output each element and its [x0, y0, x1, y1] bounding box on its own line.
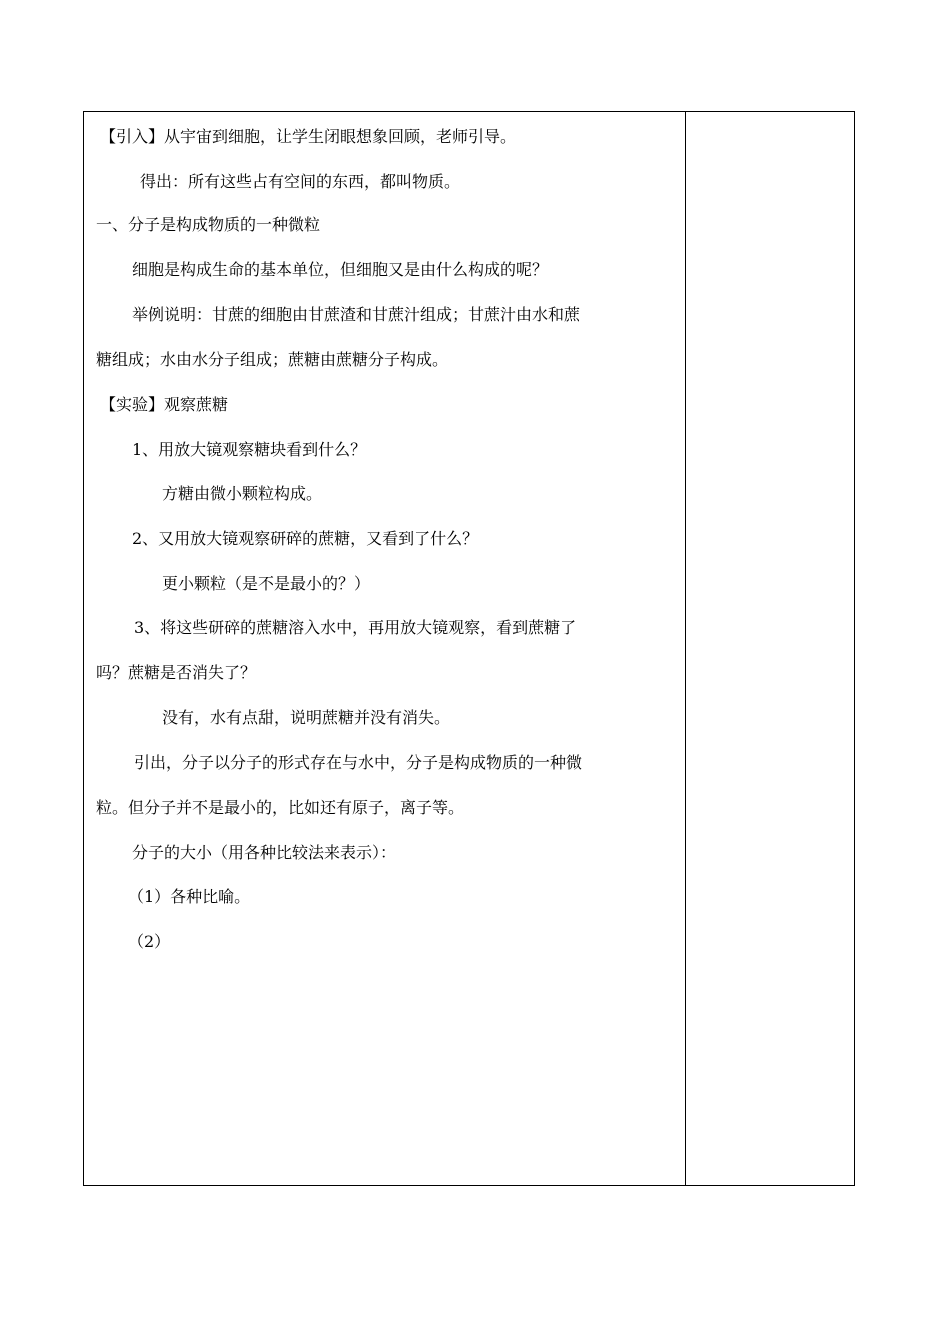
text-line: 更小颗粒（是不是最小的？） — [162, 574, 371, 593]
text-line: （1）各种比喻。 — [128, 887, 251, 906]
text-line: 吗？蔗糖是否消失了？ — [96, 663, 257, 682]
text-line: （2） — [128, 932, 171, 951]
text-line: 方糖由微小颗粒构成。 — [162, 484, 323, 503]
text-line: 2、又用放大镜观察研碎的蔗糖，又看到了什么？ — [132, 529, 479, 548]
text-line: 引出，分子以分子的形式存在与水中，分子是构成物质的一种微 — [134, 753, 583, 772]
text-line: 【引入】从宇宙到细胞，让学生闭眼想象回顾，老师引导。 — [100, 127, 517, 146]
text-line: 分子的大小（用各种比较法来表示）： — [132, 843, 397, 862]
text-line: 举例说明：甘蔗的细胞由甘蔗渣和甘蔗汁组成；甘蔗汁由水和蔗 — [132, 305, 581, 324]
text-line: 1、用放大镜观察糖块看到什么？ — [132, 440, 367, 459]
text-line: 3、将这些研碎的蔗糖溶入水中，再用放大镜观察，看到蔗糖了 — [134, 618, 577, 637]
text-line: 粒。但分子并不是最小的，比如还有原子，离子等。 — [96, 798, 465, 817]
text-line: 得出：所有这些占有空间的东西，都叫物质。 — [140, 172, 461, 191]
text-line: 一、分子是构成物质的一种微粒 — [96, 215, 321, 234]
text-line: 糖组成；水由水分子组成；蔗糖由蔗糖分子构成。 — [96, 350, 449, 369]
notes-cell — [686, 112, 854, 1185]
content-cell — [84, 112, 685, 1185]
text-line: 没有，水有点甜，说明蔗糖并没有消失。 — [162, 708, 451, 727]
text-line: 【实验】观察蔗糖 — [100, 395, 229, 414]
text-line: 细胞是构成生命的基本单位，但细胞又是由什么构成的呢？ — [132, 260, 549, 279]
lesson-table — [83, 111, 855, 1186]
